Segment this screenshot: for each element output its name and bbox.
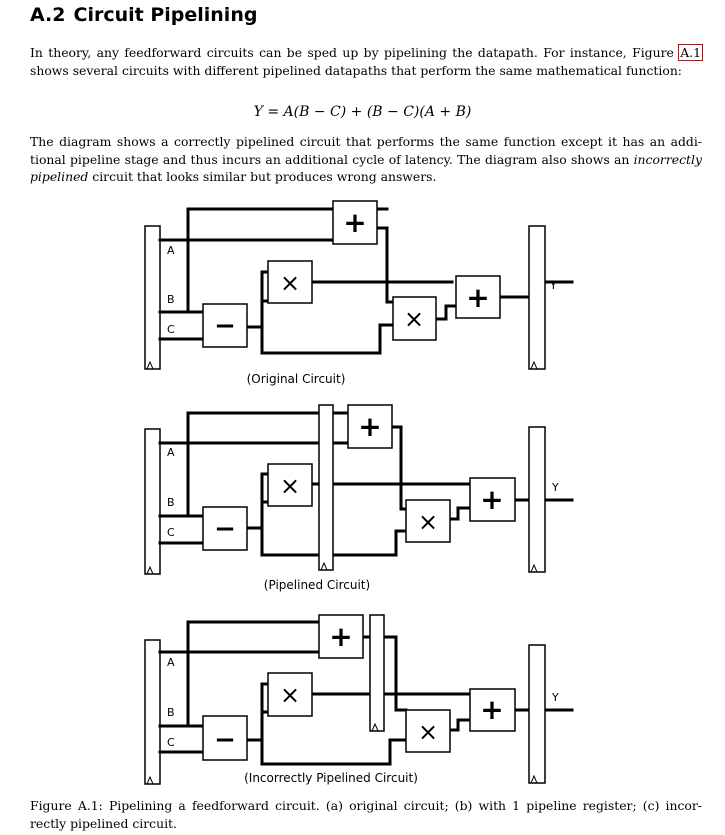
multiplier-symbol: × xyxy=(279,472,301,500)
wire xyxy=(262,528,319,555)
section-number: A.2 xyxy=(30,4,66,26)
input-register xyxy=(145,429,160,574)
description-text: tional pipeline stage and thus incurs an additional cycle of latency. The diagram also shows an xyxy=(30,151,634,167)
equation: Y = A(B − C) + (B − C)(A + B) xyxy=(253,104,472,120)
description-line-1: The diagram shows a correctly pipelined circuit that performs the same function except it has an addi- xyxy=(30,134,702,149)
wire xyxy=(160,413,319,443)
description-text-2: circuit that looks similar but produces wrong answers. xyxy=(88,169,437,184)
wire xyxy=(262,325,393,353)
input-label-a: A xyxy=(167,244,175,257)
output-label-y: Y xyxy=(552,691,559,704)
wire xyxy=(436,306,456,319)
input-label-c: C xyxy=(167,323,175,336)
multiplier-symbol: × xyxy=(403,305,425,333)
output-label-y: Y xyxy=(550,279,557,292)
subtractor-symbol: − xyxy=(214,514,236,544)
wire xyxy=(377,228,393,302)
multiplier-symbol: × xyxy=(279,269,301,297)
incorrectly-pipelined-circuit xyxy=(145,615,572,784)
description-emphasis-2: pipelined xyxy=(30,169,89,184)
wire xyxy=(450,508,470,519)
wire xyxy=(384,637,406,710)
multiplier-symbol: × xyxy=(417,718,439,746)
adder-symbol: + xyxy=(343,206,367,239)
section-heading xyxy=(30,4,257,26)
adder-symbol: + xyxy=(358,410,382,443)
output-register xyxy=(529,427,545,572)
input-label-b: B xyxy=(167,496,175,509)
figure-caption xyxy=(30,797,702,832)
intro-text: In theory, any feedforward circuits can be sped up by pipelining the datapath. For instance, Figure xyxy=(30,45,680,60)
pipeline-register xyxy=(319,405,333,570)
wire xyxy=(333,531,406,555)
input-label-b: B xyxy=(167,706,175,719)
description-line-3 xyxy=(30,168,702,186)
input-label-a: A xyxy=(167,656,175,669)
section-title: Circuit Pipelining xyxy=(73,4,258,26)
figure-caption-line-1: Figure A.1: Pipelining a feedforward circuit. (a) original circuit; (b) with 1 pipeline register; (c) incor- xyxy=(30,798,702,813)
circuit-caption: (Pipelined Circuit) xyxy=(263,578,371,592)
figure-caption-line-2: rectly pipelined circuit. xyxy=(30,815,177,831)
output-register xyxy=(529,645,545,783)
input-label-c: C xyxy=(167,526,175,539)
figure-reference-link[interactable]: A.1 xyxy=(680,45,701,60)
pipeline-register xyxy=(370,615,384,731)
input-label-a: A xyxy=(167,446,175,459)
wire xyxy=(262,740,406,764)
figure-a1-diagram xyxy=(0,195,725,795)
description-emphasis: incorrectly xyxy=(633,151,702,167)
wire xyxy=(160,622,319,652)
wire xyxy=(450,720,470,730)
adder-symbol: + xyxy=(466,281,490,314)
circuit-caption: (Original Circuit) xyxy=(246,372,346,386)
subtractor-symbol: − xyxy=(214,725,236,755)
output-register xyxy=(529,226,545,369)
multiplier-symbol: × xyxy=(279,681,301,709)
intro-paragraph xyxy=(30,44,702,79)
wire xyxy=(392,427,406,509)
adder-symbol: + xyxy=(480,693,504,726)
input-label-b: B xyxy=(167,293,175,306)
intro-line-1 xyxy=(30,44,702,62)
intro-line-2: shows several circuits with different pipelined datapaths that perform the same mathematical function: xyxy=(30,62,682,78)
description-line-2 xyxy=(30,151,702,169)
circuit-caption: (Incorrectly Pipelined Circuit) xyxy=(244,771,418,785)
subtractor-symbol: − xyxy=(214,311,236,341)
adder-symbol: + xyxy=(480,483,504,516)
multiplier-symbol: × xyxy=(417,508,439,536)
adder-symbol: + xyxy=(329,620,353,653)
input-label-c: C xyxy=(167,736,175,749)
output-label-y: Y xyxy=(552,481,559,494)
input-register xyxy=(145,226,160,369)
input-register xyxy=(145,640,160,784)
description-paragraph xyxy=(30,133,702,186)
